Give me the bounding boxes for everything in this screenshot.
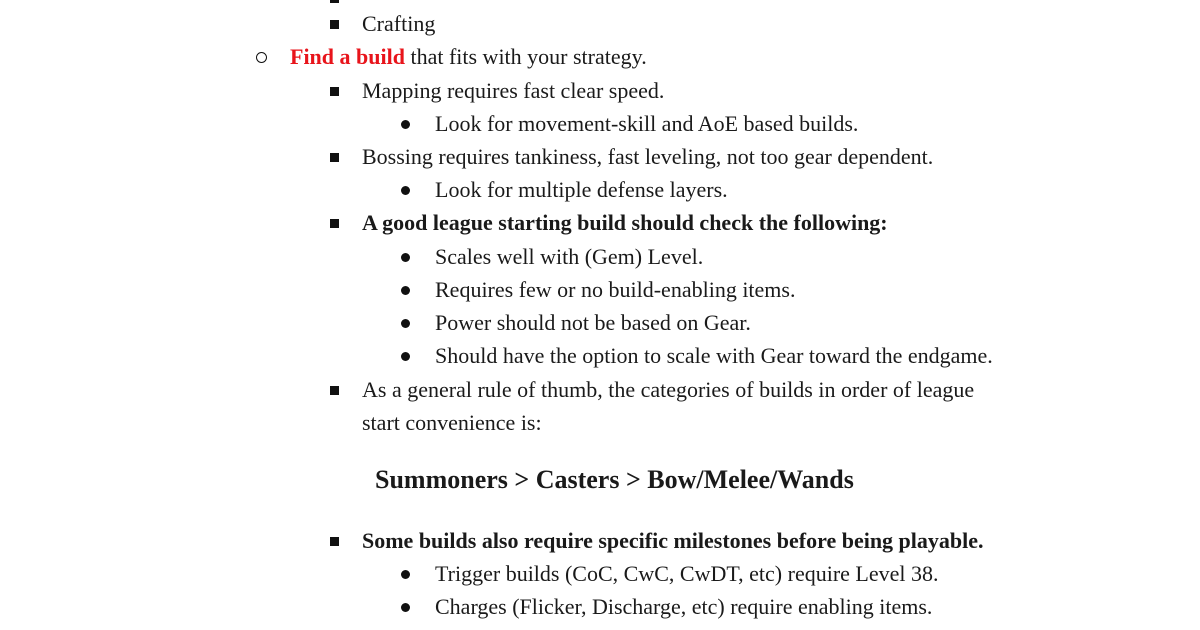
list-item-bossing-sub: Look for multiple defense layers. bbox=[435, 177, 728, 202]
list-item-bossing: Bossing requires tankiness, fast leveling, not too gear dependent. bbox=[362, 144, 934, 169]
find-build-rest: that fits with your strategy. bbox=[404, 44, 647, 69]
dot-bullet-icon bbox=[401, 253, 410, 262]
list-item-milestones: Some builds also require specific milestones before being playable. bbox=[362, 528, 984, 553]
square-bullet-icon bbox=[330, 87, 339, 96]
highlight-find-build: Find a build bbox=[290, 44, 405, 69]
list-item-mapping: Mapping requires fast clear speed. bbox=[362, 78, 665, 103]
list-item-good-start: A good league starting build should check the following: bbox=[362, 210, 888, 235]
list-item-general-line-1: As a general rule of thumb, the categories of builds in order of league bbox=[362, 377, 975, 402]
list-item-charges: Charges (Flicker, Discharge, etc) require enabling items. bbox=[435, 594, 933, 619]
dot-bullet-icon bbox=[401, 120, 410, 129]
square-bullet-icon bbox=[330, 153, 339, 162]
dot-bullet-icon bbox=[401, 603, 410, 612]
dot-bullet-icon bbox=[401, 286, 410, 295]
list-item-power: Power should not be based on Gear. bbox=[435, 310, 751, 335]
list-item-mapping-sub: Look for movement-skill and AoE based builds. bbox=[435, 111, 859, 136]
square-bullet-icon bbox=[330, 386, 339, 395]
dot-bullet-icon bbox=[401, 319, 410, 328]
list-item-general-line-2: start convenience is: bbox=[362, 410, 542, 435]
ranking-heading: Summoners > Casters > Bow/Melee/Wands bbox=[375, 465, 854, 494]
dot-bullet-icon bbox=[401, 352, 410, 361]
list-item-option: Should have the option to scale with Gear toward the endgame. bbox=[435, 343, 993, 368]
list-item-trigger: Trigger builds (CoC, CwC, CwDT, etc) require Level 38. bbox=[435, 561, 939, 586]
list-item-requires-few: Requires few or no build-enabling items. bbox=[435, 277, 796, 302]
square-bullet-icon bbox=[330, 219, 339, 228]
list-item-crafting: Crafting bbox=[362, 11, 436, 36]
list-item-find-build bbox=[290, 44, 647, 70]
square-bullet-icon bbox=[330, 0, 339, 3]
list-item-scales: Scales well with (Gem) Level. bbox=[435, 244, 704, 269]
square-bullet-icon bbox=[330, 20, 339, 29]
open-circle-bullet-icon bbox=[256, 52, 267, 63]
square-bullet-icon bbox=[330, 537, 339, 546]
dot-bullet-icon bbox=[401, 570, 410, 579]
dot-bullet-icon bbox=[401, 186, 410, 195]
